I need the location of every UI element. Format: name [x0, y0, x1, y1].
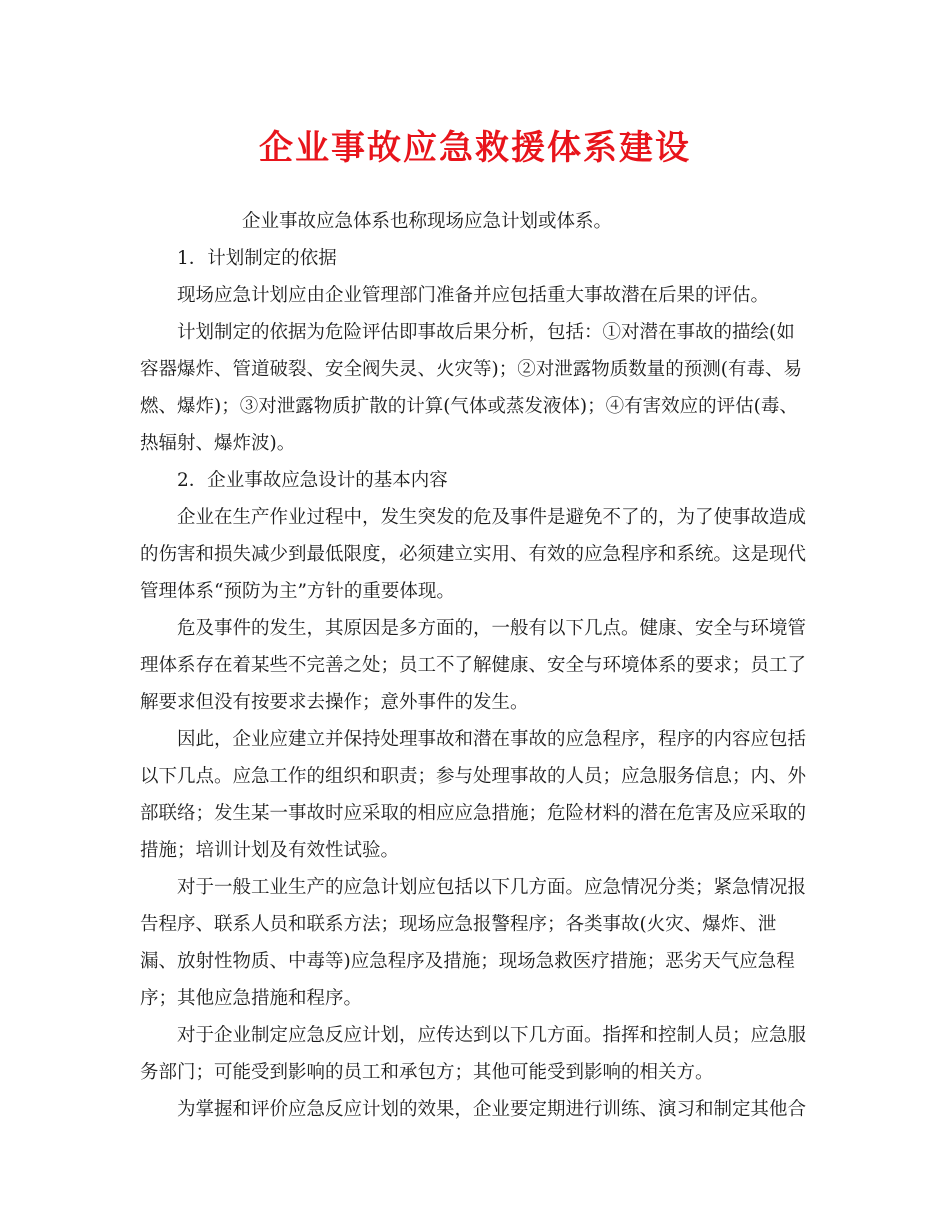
paragraph: 危及事件的发生，其原因是多方面的，一般有以下几点。健康、安全与环境管理体系存在着某些不完善之处；员工不了解健康、安全与环境体系的要求；员工了解要求但没有按要求去操作；意外事件的发生。 — [140, 618, 807, 713]
paragraph-intro: 企业事故应急体系也称现场应急计划或体系。 — [242, 211, 613, 232]
section-heading-1: 1．计划制定的依据 — [177, 248, 337, 269]
paragraph: 对于企业制定应急反应计划，应传达到以下几方面。指挥和控制人员；应急服务部门；可能受到影响的员工和承包方；其他可能受到影响的相关方。 — [140, 1025, 807, 1083]
document-body — [140, 203, 812, 1128]
paragraph: 计划制定的依据为危险评估即事故后果分析，包括：①对潜在事故的描绘(如容器爆炸、管道破裂、安全阀失灵、火灾等)；②对泄露物质数量的预测(有毒、易燃、爆炸)；③对泄露物质扩散的计算(气体或蒸发液体)；④有害效应的评估(毒、热辐射、爆炸波)。 — [140, 322, 802, 454]
paragraph: 因此，企业应建立并保持处理事故和潜在事故的应急程序，程序的内容应包括以下几点。应急工作的组织和职责；参与处理事故的人员；应急服务信息；内、外部联络；发生某一事故时应采取的相应应急措施；危险材料的潜在危害及应采取的措施；培训计划及有效性试验。 — [140, 729, 807, 861]
paragraph: 企业在生产作业过程中，发生突发的危及事件是避免不了的，为了使事故造成的伤害和损失减少到最低限度，必须建立实用、有效的应急程序和系统。这是现代管理体系“预防为主”方针的重要体现。 — [140, 507, 807, 602]
document-title: 企业事故应急救援体系建设 — [259, 128, 691, 168]
paragraph: 现场应急计划应由企业管理部门准备并应包括重大事故潜在后果的评估。 — [177, 285, 770, 306]
section-heading-2: 2．企业事故应急设计的基本内容 — [177, 470, 448, 491]
paragraph: 为掌握和评价应急反应计划的效果，企业要定期进行训练、演习和制定其他合 — [177, 1099, 807, 1120]
paragraph: 对于一般工业生产的应急计划应包括以下几方面。应急情况分类；紧急情况报告程序、联系人员和联系方法；现场应急报警程序；各类事故(火灾、爆炸、泄漏、放射性物质、中毒等)应急程序及措施；现场急救医疗措施；恶劣天气应急程序；其他应急措施和程序。 — [140, 877, 807, 1009]
